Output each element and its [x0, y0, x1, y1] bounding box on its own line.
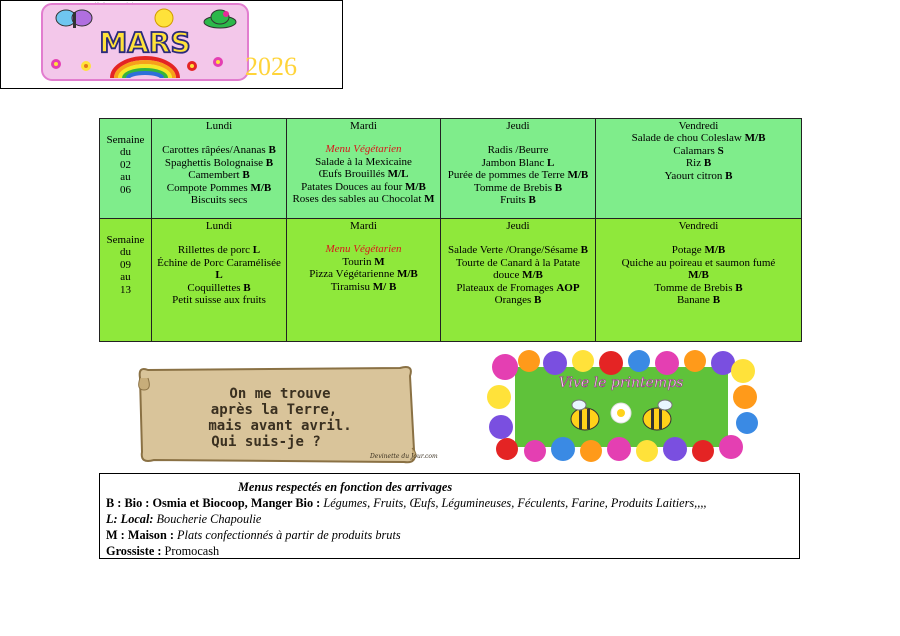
day-name: Jeudi	[506, 220, 530, 232]
svg-text:MARS: MARS	[99, 26, 191, 59]
day-cell-mardi: Mardi Menu Végétarien Salade à la Mexicaine Œufs Brouillés M/L Patates Douces au four M/B Roses des sables au Chocolat M	[287, 119, 441, 219]
legend-line-bio: B : Bio : Osmia et Biocoop, Manger Bio : Légumes, Fruits, Œufs, Légumineuses, Féculents, Farine, Produits Laitiers,,,,	[106, 496, 707, 510]
legend-line-local: L: Local: Boucherie Chapoulie	[106, 512, 262, 526]
day-name: Jeudi	[506, 120, 530, 132]
day-cell-jeudi: Jeudi Salade Verte /Orange/Sésame B Tourte de Canard à la Patate douce M/B Plateaux de Fromages AOP Oranges B	[441, 219, 596, 342]
legend-line-maison: M : Maison : Plats confectionnés à partir de produits bruts	[106, 528, 401, 542]
butterfly-icon	[56, 10, 92, 28]
week-row-1	[100, 119, 802, 219]
day-cell-jeudi: Jeudi Radis /Beurre Jambon Blanc L Purée de pommes de Terre M/B Tomme de Brebis B Fruits B	[441, 119, 596, 219]
day-cell-vendredi: Vendredi Potage M/B Quiche au poireau et saumon fumé M/B Tomme de Brebis B Banane B	[596, 219, 802, 342]
month-banner	[0, 0, 343, 89]
flower-icon	[611, 403, 631, 423]
menu-table	[99, 118, 802, 342]
mars-banner-illustration	[42, 4, 248, 80]
sun-icon	[155, 9, 173, 27]
day-cell-lundi: Lundi Rillettes de porc L Échine de Porc Caramélisée L Coquillettes B Petit suisse aux fruits	[152, 219, 287, 342]
day-name: Lundi	[205, 220, 233, 232]
svg-text:Vive le printemps: Vive le printemps	[558, 375, 684, 391]
spring-flowers-image	[485, 353, 758, 459]
svg-text:On me trouve: On me trouve	[229, 386, 331, 402]
riddle-scroll-image	[134, 360, 438, 468]
day-cell-lundi: Lundi Carottes râpées/Ananas B Spaghettis Bolognaise B Camembert B Compote Pommes M/B Biscuits secs	[152, 119, 287, 219]
day-name: Vendredi	[678, 120, 719, 132]
vegetarian-label: Menu Végétarien	[325, 143, 402, 156]
day-name: Vendredi	[678, 220, 719, 232]
svg-text:Qui suis-je ?: Qui suis-je ?	[211, 434, 321, 450]
legend-title: Menus respectés en fonction des arrivages	[238, 480, 453, 494]
day-cell-vendredi: Vendredi Salade de chou Coleslaw M/B Calamars S Riz B Yaourt citron B	[596, 119, 802, 219]
vegetarian-label: Menu Végétarien	[325, 243, 402, 256]
day-name: Lundi	[205, 120, 233, 132]
svg-text:mais avant avril.: mais avant avril.	[208, 418, 352, 434]
day-name: Mardi	[350, 120, 377, 132]
legend-line-grossiste: Grossiste : Promocash	[106, 544, 220, 558]
year: 2026	[245, 52, 297, 81]
week-label: Semaine du 09 au 13	[100, 219, 152, 342]
week-label: Semaine du 02 au 06	[100, 119, 152, 219]
day-cell-mardi: Mardi Menu Végétarien Tourin M Pizza Végétarienne M/B Tiramisu M/ B	[287, 219, 441, 342]
legend-box	[99, 473, 800, 559]
svg-text:Devinette du Jour.com: Devinette du Jour.com	[370, 453, 438, 460]
week-row-2	[100, 219, 802, 342]
svg-text:après la Terre,: après la Terre,	[210, 402, 338, 418]
day-name: Mardi	[350, 220, 377, 232]
